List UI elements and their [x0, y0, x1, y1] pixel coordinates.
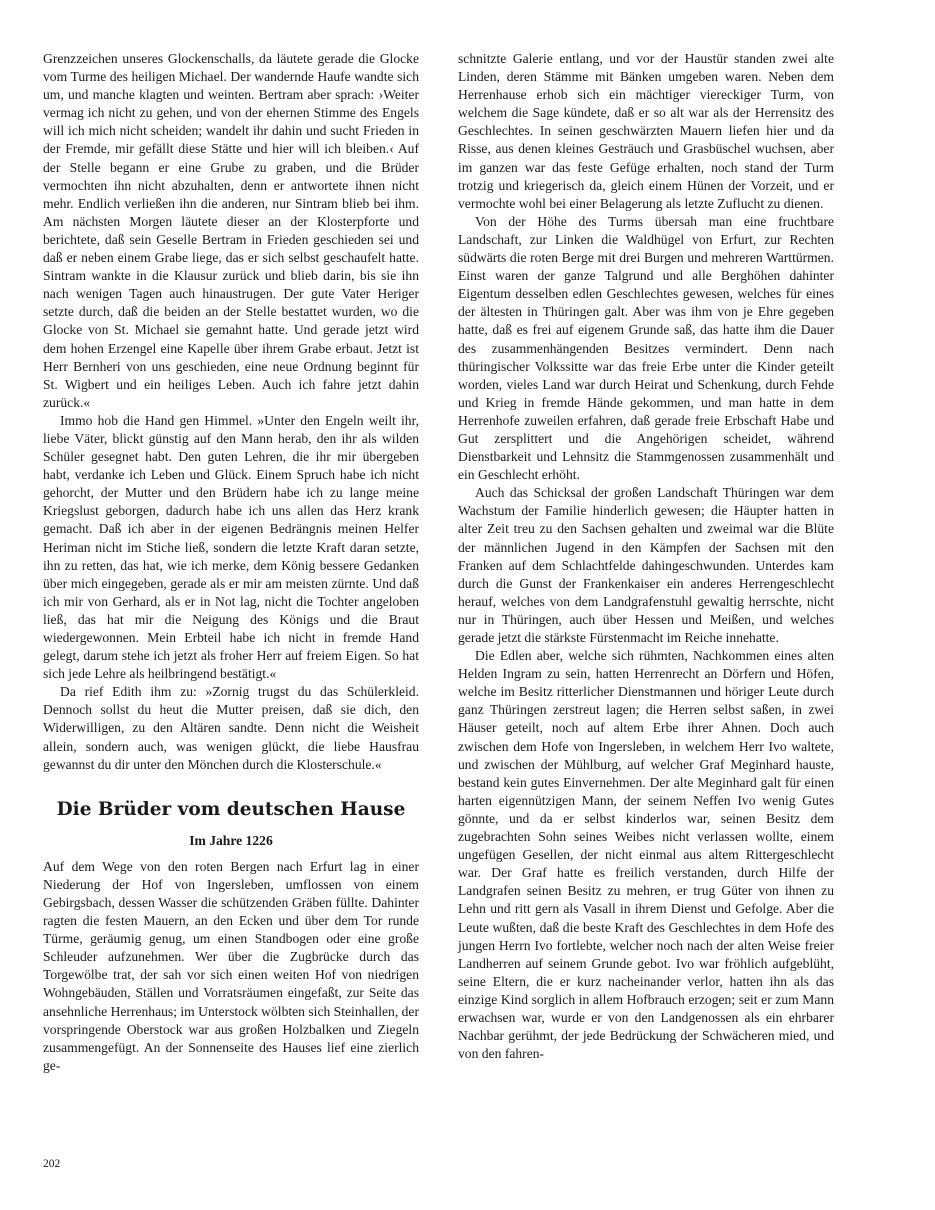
paragraph: schnitzte Galerie entlang, und vor der Haustür standen zwei alte Linden, deren Stämme mit Bänken umgeben waren. Neben dem Herrenhause erhob sich ein mächtiger viereckiger Turm, von welchem die Sage kündete, daß er so alt war als der Herrensitz des Geschlechtes. In seinen geschwärzten Mauern liefen hier und da Risse, aus denen kleines Gesträuch und Grasbüschel wuchsen, aber im ganzen war das feste Gefüge erhalten, noch stand der Turm trotzig und kriegerisch da, gleich einem Hünen der Vorzeit, und er vermochte wohl bei einer Belagerung als letzte Zuflucht zu dienen.	[458, 51, 834, 211]
section-title: Die Brüder vom deutschen Hause	[56, 798, 406, 820]
paragraph: Grenzzeichen unseres Glockenschalls, da läutete gerade die Glocke vom Turme des heiligen Michael. Der wandernde Haufe wandte sich um, und manche klagten und weinten. Bertram aber sprach: ›Weiter vermag ich nicht zu gehen, und von der ehernen Stimme des Engels will ich mich nicht scheiden; wandelt ihr dahin und sucht Frieden in der Fremde, mir gefällt diese Stätte und hier will ich bleiben.‹ Auf der Stelle begann er eine Grube zu graben, und die Brüder vermochten ihn nicht abzuhalten, denn er antwortete ihnen nicht mehr. Endlich verließen ihn die anderen, nur Sintram blieb bei ihm. Am nächsten Morgen läutete dieser an der Klosterpforte und berichtete, daß sein Geselle Bertram in Frieden geschieden sei und daß er neben einem Grabe liege, das er sich selbst geschaufelt hatte. Sintram wankte in die Klausur zurück und blieb darin, bis sie ihn nach wenigen Tagen auch hinaustrugen. Der gute Vater Heriger setzte durch, daß die beiden an der Stelle bestattet wurden, wo die Glocke von St. Michael sie gemahnt hatte. Und gerade jetzt wird dem hohen Erzengel eine Kapelle über ihrem Grabe erbaut. Jetzt ist Herr Bernheri von uns geschieden, eine neue Ordnung beginnt für St. Wigbert und ein heiliges Leben. Auch ich fahre jetzt dahin zurück.«	[43, 51, 419, 410]
paragraph: Auch das Schicksal der großen Landschaft Thüringen war dem Wachstum der Familie hinderlich gewesen; die Häupter hatten in alter Zeit treu zu den Sachsen gehalten und zweimal war die Blüte der männlichen Jugend in den Kämpfen der Sachsen mit den Franken auf dem Schlachtfelde dahingeschwunden. Unterdes kam durch die Gunst der Frankenkaiser ein anderes Herrengeschlecht herauf, welches von dem Landgrafenstuhl gewaltig herrschte, nicht nur in Thüringen, auch über Hessen und Meißen, und welches gerade jetzt die stärkste Fürstenmacht im Reiche innehatte.	[458, 485, 834, 645]
paragraph: Immo hob die Hand gen Himmel. »Unter den Engeln weilt ihr, liebe Väter, blickt günstig auf den Mann herab, den ihr als wilden Schüler gesegnet habt. Den guten Lehren, die ihr mir übergeben habt, verdanke ich Leben und Glück. Einem Spruch habe ich nicht gehorcht, der Mutter und den Brüdern habe ich zu lange meine Kriegslust geborgen, dadurch habe ich uns allen das Herz krank gemacht. Daß ich aber in der eigenen Bedrängnis meinen Helfer Heriman nicht im Stiche ließ, sondern die letzte Kraft daran setzte, ihn zu retten, das hat, wie ich merke, dem König bessere Gedanken über mich eingegeben, gerade als er mir am meisten zürnte. Und daß ich mir von Gerhard, als er in Not lag, nicht die Tochter angeloben ließ, das hat mir die Neigung des Königs und die Braut wiedergewonnen. Mein Erbteil habe ich nicht in fremde Hand gelegt, darum stehe ich jetzt als froher Herr auf freiem Eigen. So hat sich jede Lehre als heilbringend bestätigt.«	[43, 412, 419, 682]
paragraph: Auf dem Wege von den roten Bergen nach Erfurt lag in einer Niederung der Hof von Ingersleben, umflossen von einem Gebirgsbach, dessen Wasser die schützenden Gräben füllte. Dahinter ragten die festen Mauern, an den Ecken und über dem Tor runde Türme, geräumig genug, um einen Standbogen oder eine große Schleuder aufzunehmen. Wer über die Zugbrücke durch das Torgewölbe trat, der sah vor sich einen weiten Hof von niedrigen Wohngebäuden, Ställen und Vorratsräumen eingefaßt, zur Seite das ansehnliche Herrenhaus; im Unterstock wölbten sich Steinhallen, der vorspringende Oberstock war aus großen Holzbalken und Ziegeln zusammengefügt. An der Sonnenseite des Hauses lief eine zierlich ge-	[43, 858, 419, 1073]
paragraph: Da rief Edith ihm zu: »Zornig trugst du das Schülerkleid. Dennoch sollst du heut die Mutter preisen, daß sie dich, den Widerwilligen, zu den Altären sandte. Denn nicht die Weisheit allein, sondern auch, was wenigen glückt, die liebe Hausfrau gewannst du dir unter den Mönchen durch die Klosterschule.«	[43, 684, 419, 772]
section-subtitle: Im Jahre 1226	[189, 832, 273, 848]
left-text-column	[43, 50, 419, 1075]
right-text-column	[458, 50, 834, 1063]
paragraph: Von der Höhe des Turms übersah man eine fruchtbare Landschaft, zur Linken die Waldhügel von Erfurt, zur Rechten südwärts die roten Berge mit drei Burgen und mehreren Warttürmen. Einst waren der ganze Talgrund und alle Berghöhen dahinter Eigentum desselben edlen Geschlechtes gewesen, welches für eines der ältesten in Thüringen galt. Aber was ihm von je Ehre gegeben hatte, daß es frei auf eigenem Grunde saß, das hatte ihm die Dauer des zusammenhängenden Besitzes vermindert. Denn nach thüringischer Volkssitte war das freie Erbe unter die Kinder geteilt worden, vieles Land war durch Heirat und Schenkung, durch Fehde und Krieg in fremde Hände gekommen, und man hatte in dem Herrenhofe zuweilen erfahren, daß gerade freie Erbschaft Habe und Gut zersplittert und die Angehörigen scheidet, während Dienstbarkeit und Lehnsitz die Stammgenossen zusammenhält und ein Geschlecht erhöht.	[458, 213, 834, 483]
page-number: 202	[43, 1158, 61, 1170]
paragraph: Die Edlen aber, welche sich rühmten, Nachkommen eines alten Helden Ingram zu sein, hatten Herrenrecht an Dörfern und Höfen, welche im Besitz ritterlicher Dienstmannen und höriger Leute durch ganz Thüringen zerstreut lagen; die Herren selbst saßen, in zwei Häuser geteilt, noch auf altem Erbe ihrer Ahnen. Doch auch zwischen dem Hofe von Ingersleben, in welchem Herr Ivo waltete, und zwischen der Mühlburg, auf welcher Graf Meginhard hauste, bestand kein gutes Einvernehmen. Der alte Meginhard galt für einen harten eigennützigen Mann, der seinem Neffen Ivo wenig Gutes gönnte, und da er selbst kinderlos war, seinen Besitz dem zugebrachten Sohn seines Weibes nicht verlassen wollte, einem ungefügen Gesellen, der nicht einmal aus altem Rittergeschlecht war. Der Graf hatte es freilich verstanden, durch Hilfe der Landgrafen seinen Besitz zu mehren, er trug Güter von ihnen zu Lehn und ritt gern als Vasall in ihrem Dienst und Gefolge. Aber die Leute wußten, daß die beste Kraft des Geschlechtes in dem Hofe des jungen Herrn Ivo fortlebte, welcher noch nach der alten Weise freier Landherren auf seinem Grunde gebot. Ivo war fröhlich aufgeblüht, seine Eltern, die er kurz nacheinander verlor, hatten ihn als das einzige Kind sorglich in allem Hofbrauch erzogen; seit er zum Mann erwachsen war, wurde er von den Landgenossen als ein ehrbarer Nachbar gerühmt, der jede Bedrückung der Schwächeren mied, und von den fahren-	[458, 648, 834, 1062]
